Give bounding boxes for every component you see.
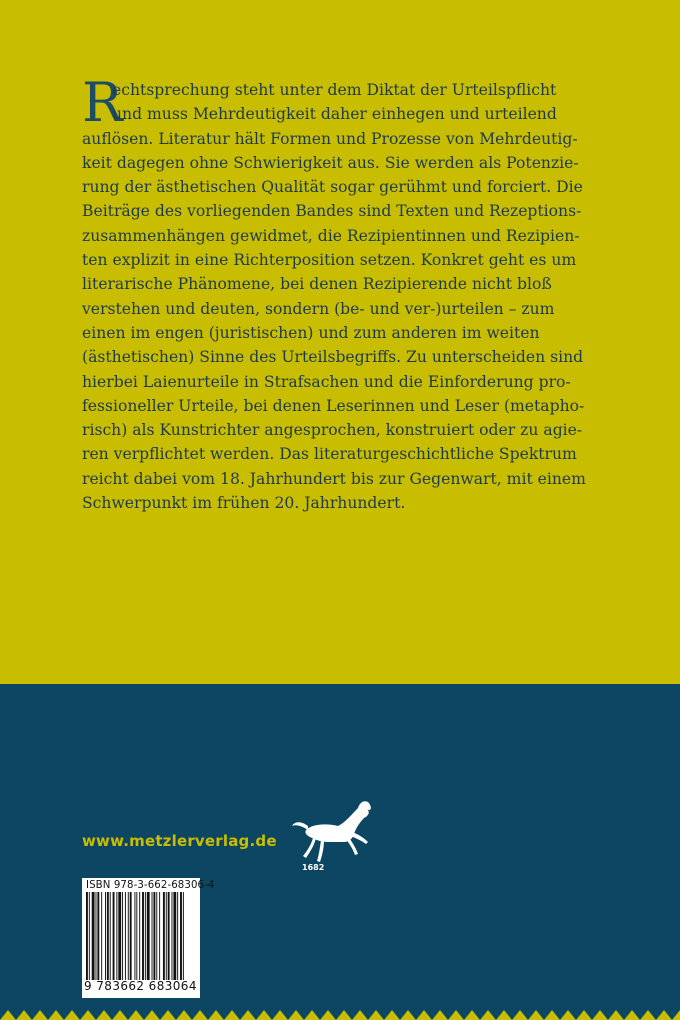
horse-icon xyxy=(288,796,380,874)
blurb-line: hierbei Laienurteile in Strafsachen und die Einforderung pro- xyxy=(82,372,571,391)
blurb-line: ten explizit in eine Richterposition setzen. Konkret geht es um xyxy=(82,251,577,270)
drop-cap: R xyxy=(82,71,123,134)
logo-year: 1682 xyxy=(302,863,325,872)
decorative-border xyxy=(0,1004,680,1020)
barcode xyxy=(82,878,215,998)
blurb-line: echtsprechung steht unter dem Diktat der Urteilspflicht xyxy=(112,81,557,99)
blurb-line: risch) als Kunstrichter angesprochen, konstruiert oder zu agie- xyxy=(82,421,583,440)
back-cover-blurb xyxy=(82,71,602,515)
blurb-line: zusammenhängen gewidmet, die Rezipientinnen und Rezipien- xyxy=(82,226,580,245)
blurb-line: und muss Mehrdeutigkeit daher einhegen und urteilend xyxy=(112,105,557,124)
blurb-line: literarische Phänomene, bei denen Rezipierende nicht bloß xyxy=(82,275,552,294)
blurb-line: Beiträge des vorliegenden Bandes sind Texten und Rezeptions- xyxy=(82,202,582,221)
barcode-bars xyxy=(86,892,198,980)
publisher-url[interactable]: www.metzlerverlag.de xyxy=(82,832,277,850)
blurb-line: reicht dabei vom 18. Jahrhundert bis zur Gegenwart, mit einem xyxy=(82,469,586,488)
ean-digits: 9 783662 683064 xyxy=(84,979,197,993)
blurb-line: fessioneller Urteile, bei denen Leserinnen und Leser (metapho- xyxy=(82,396,585,415)
blurb-line: einen im engen (juristischen) und zum anderen im weiten xyxy=(82,323,540,342)
blurb-line: (ästhetischen) Sinne des Urteilsbegriffs. Zu unterscheiden sind xyxy=(82,348,584,367)
blurb-line: auflösen. Literatur hält Formen und Prozesse von Mehrdeutig- xyxy=(82,129,578,148)
blurb-line: Schwerpunkt im frühen 20. Jahrhundert. xyxy=(82,494,406,513)
isbn-label: ISBN 978-3-662-68306-4 xyxy=(86,880,215,891)
blurb-line: ren verpflichtet werden. Das literaturgeschichtliche Spektrum xyxy=(82,445,577,464)
blurb-line: keit dagegen ohne Schwierigkeit aus. Sie werden als Potenzie- xyxy=(82,153,579,172)
blurb-line: verstehen und deuten, sondern (be- und ver-)urteilen – zum xyxy=(82,299,555,318)
blurb-line: rung der ästhetischen Qualität sogar gerühmt und forciert. Die xyxy=(82,178,583,197)
